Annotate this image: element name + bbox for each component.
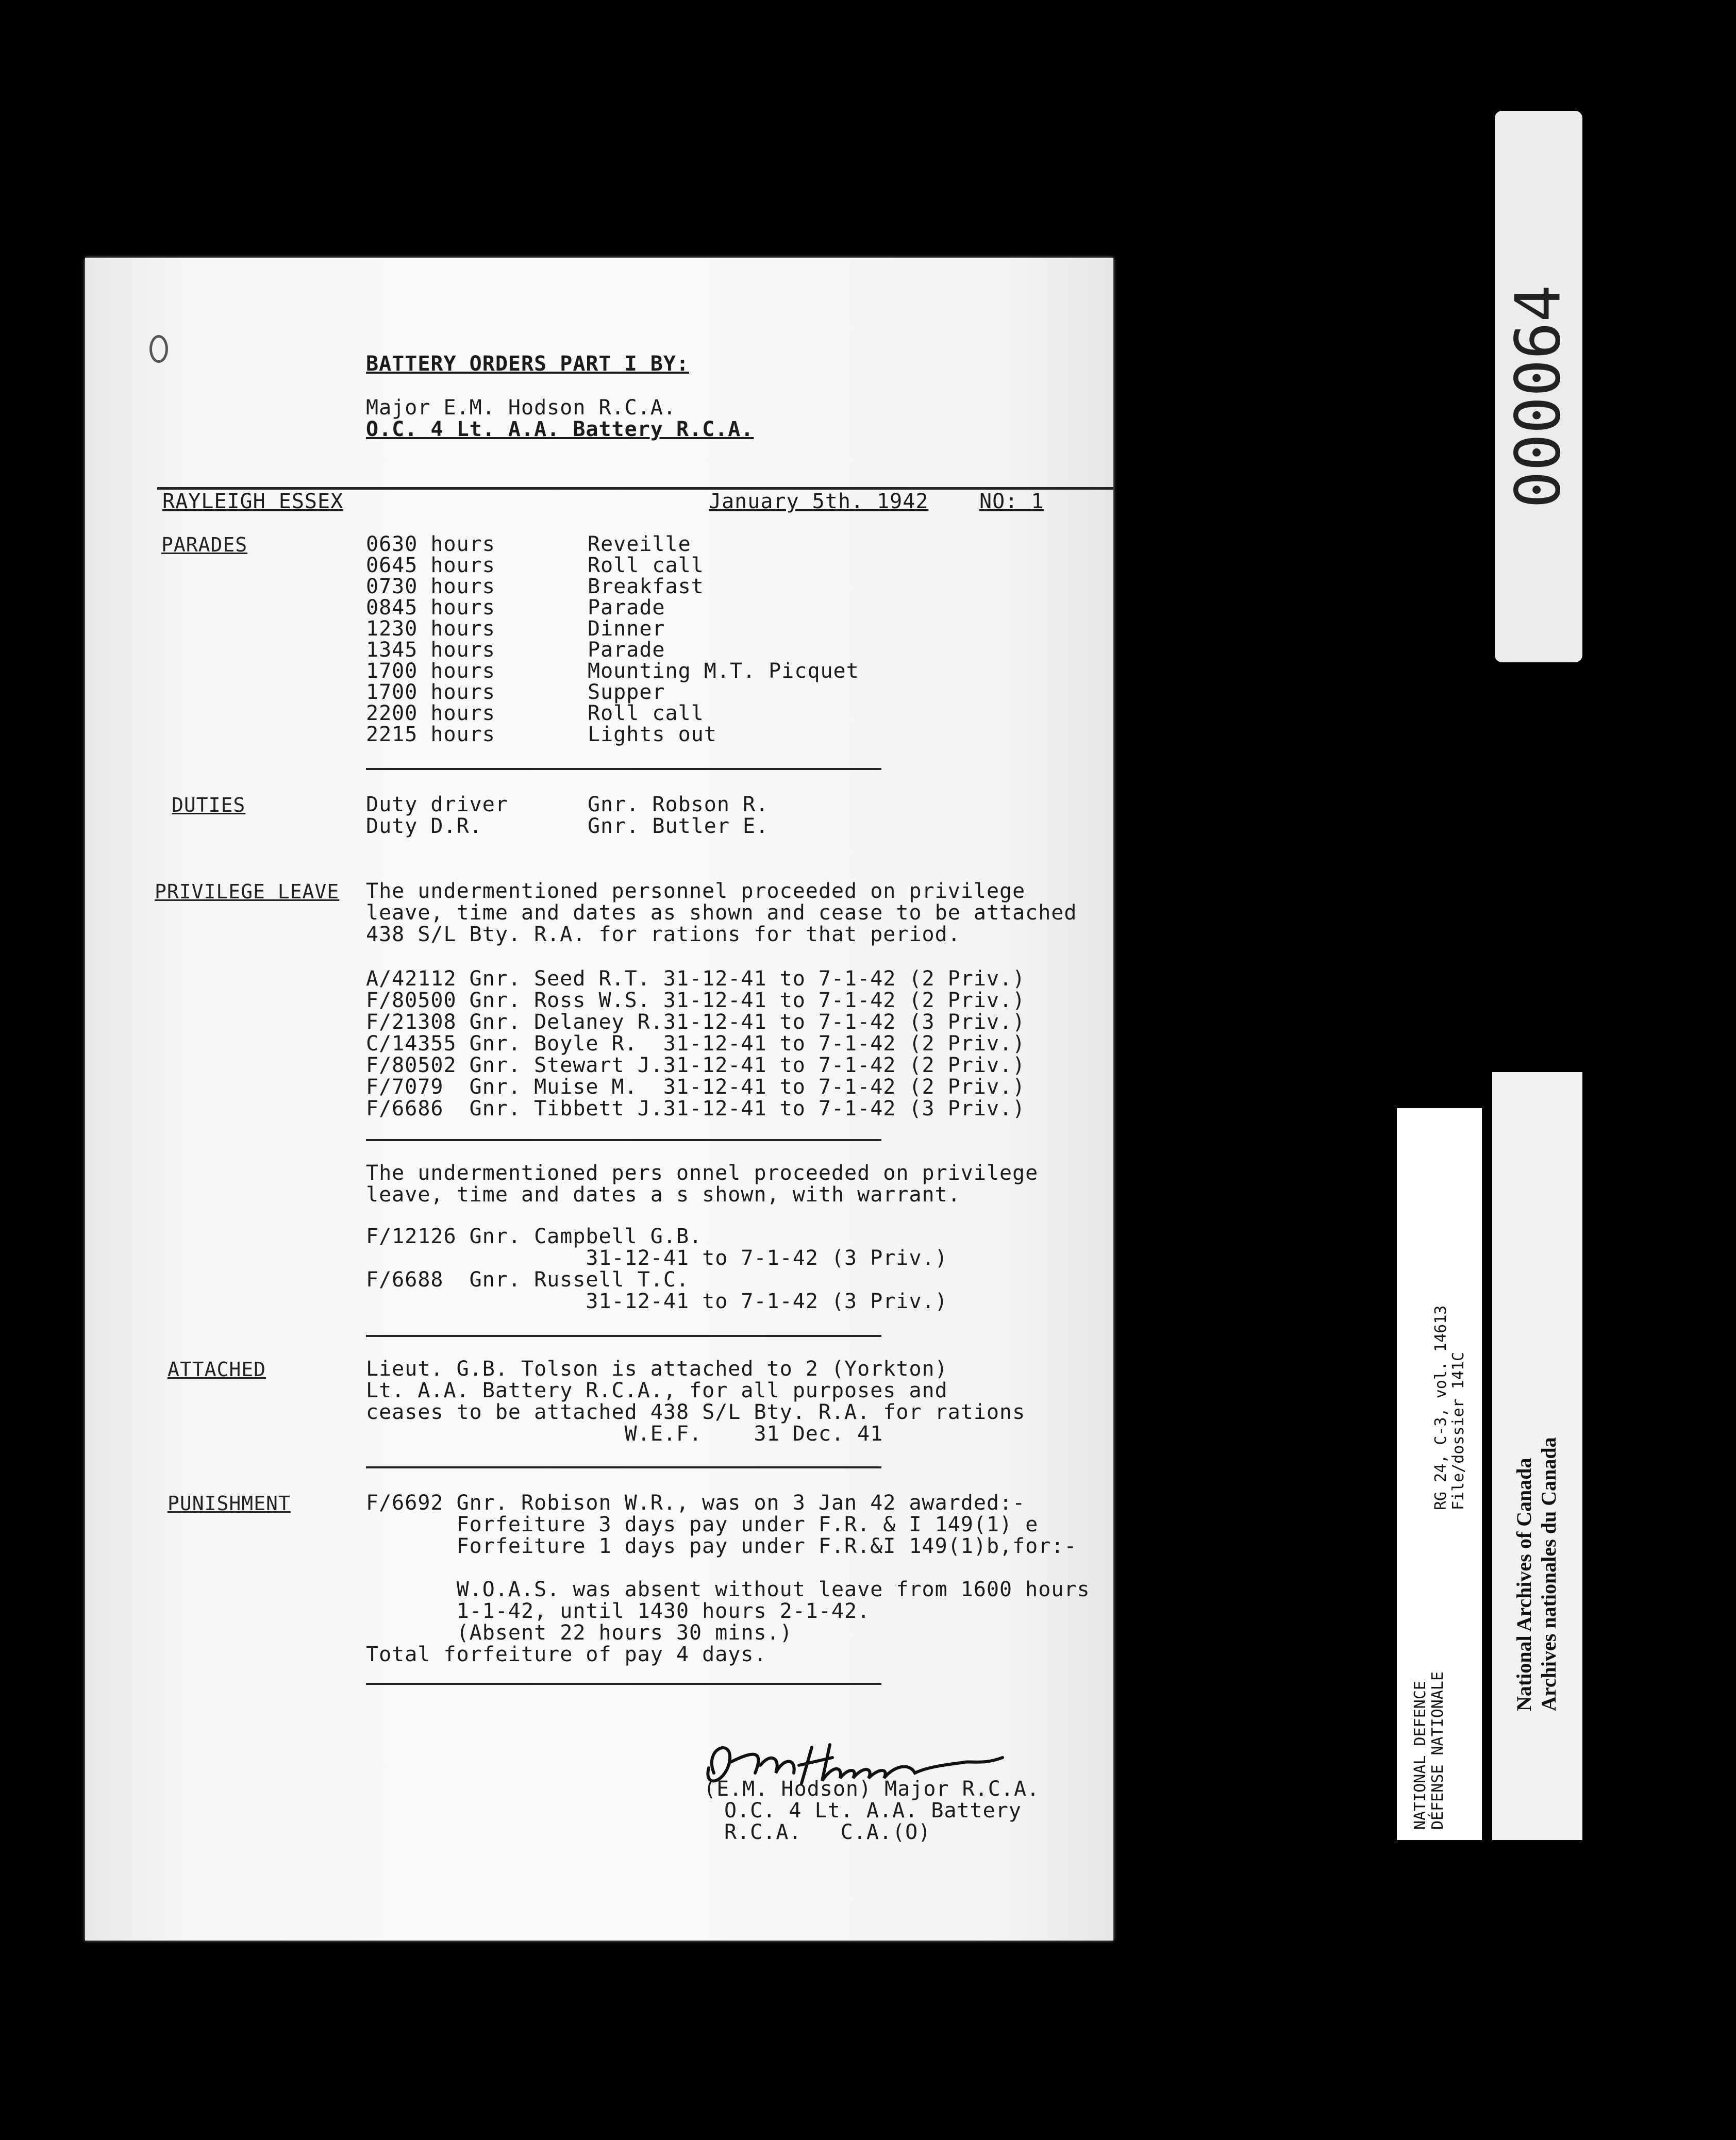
archive-name-fr: Archives nationales du Canada bbox=[1537, 1437, 1560, 1711]
parade-event: Roll call bbox=[588, 701, 704, 725]
archive-name-label bbox=[1492, 1072, 1582, 1840]
signature-line-2: O.C. 4 Lt. A.A. Battery bbox=[724, 1799, 1022, 1823]
attached-heading: ATTACHED bbox=[168, 1358, 266, 1381]
document-page bbox=[85, 258, 1113, 1941]
frame-number: 000064 bbox=[1503, 285, 1575, 509]
parade-event: Parade bbox=[588, 638, 665, 662]
punishment-line: W.O.A.S. was absent without leave from 1600 hours bbox=[366, 1578, 1090, 1601]
leave-intro-1-line-2: leave, time and dates as shown and cease to be attached bbox=[366, 901, 1077, 925]
leave-entry: F/6686 Gnr. Tibbett J.31-12-41 to 7-1-42 (3 Priv.) bbox=[366, 1097, 1026, 1121]
attached-line-2: Lt. A.A. Battery R.C.A., for all purposes and bbox=[366, 1379, 948, 1402]
divider bbox=[366, 1683, 881, 1685]
parade-time: 2215 hours bbox=[366, 723, 495, 746]
leave-warrant-entry: F/6688 Gnr. Russell T.C. bbox=[366, 1268, 690, 1292]
parade-event: Mounting M.T. Picquet bbox=[588, 659, 859, 683]
parade-event: Roll call bbox=[588, 554, 704, 577]
divider bbox=[366, 1466, 881, 1468]
archive-reference-label bbox=[1397, 1108, 1482, 1840]
order-date: January 5th. 1942 bbox=[709, 490, 929, 513]
leave-warrant-entry: F/12126 Gnr. Campbell G.B. bbox=[366, 1225, 703, 1248]
attached-line-3: ceases to be attached 438 S/L Bty. R.A. for rations bbox=[366, 1400, 1026, 1424]
parade-time: 1700 hours bbox=[366, 680, 495, 704]
leave-intro-1-line-3: 438 S/L Bty. R.A. for rations for that period. bbox=[366, 923, 961, 946]
punishment-line: Forfeiture 3 days pay under F.R. & I 149(1) e bbox=[366, 1513, 1039, 1536]
parade-event: Parade bbox=[588, 596, 665, 620]
leave-entry: A/42112 Gnr. Seed R.T. 31-12-41 to 7-1-42 (2 Priv.) bbox=[366, 967, 1026, 991]
punishment-line: (Absent 22 hours 30 mins.) bbox=[366, 1621, 793, 1645]
leave-intro-2-line-2: leave, time and dates a s shown, with warrant. bbox=[366, 1183, 961, 1207]
duty-name-2: Gnr. Butler E. bbox=[588, 814, 769, 838]
parades-heading: PARADES bbox=[161, 533, 248, 556]
parade-time: 0630 hours bbox=[366, 532, 495, 556]
dept-en: NATIONAL DEFENCE bbox=[1411, 1681, 1429, 1830]
duties-heading: DUTIES bbox=[172, 794, 246, 816]
officer-line-1: Major E.M. Hodson R.C.A. bbox=[366, 396, 676, 420]
attached-line-4: W.E.F. 31 Dec. 41 bbox=[366, 1422, 883, 1446]
frame-number-stamp bbox=[1495, 111, 1582, 662]
parade-event: Supper bbox=[588, 680, 665, 704]
leave-warrant-dates: 31-12-41 to 7-1-42 (3 Priv.) bbox=[366, 1246, 948, 1270]
parade-time: 1345 hours bbox=[366, 638, 495, 662]
parade-time: 1230 hours bbox=[366, 617, 495, 641]
divider bbox=[366, 1139, 881, 1141]
punishment-line: Forfeiture 1 days pay under F.R.&I 149(1)b,for:- bbox=[366, 1534, 1077, 1558]
leave-warrant-dates: 31-12-41 to 7-1-42 (3 Priv.) bbox=[366, 1290, 948, 1313]
dept-fr: DÉFENSE NATIONALE bbox=[1429, 1671, 1447, 1830]
parade-time: 0645 hours bbox=[366, 554, 495, 577]
leave-entry: F/80502 Gnr. Stewart J.31-12-41 to 7-1-42 (2 Priv.) bbox=[366, 1054, 1026, 1077]
punishment-line: 1-1-42, until 1430 hours 2-1-42. bbox=[366, 1599, 871, 1623]
parade-event: Breakfast bbox=[588, 575, 704, 598]
leave-intro-1-line-1: The undermentioned personnel proceeded on privilege bbox=[366, 879, 1026, 903]
parade-time: 0730 hours bbox=[366, 575, 495, 598]
parade-event: Dinner bbox=[588, 617, 665, 641]
leave-intro-2-line-1: The undermentioned pers onnel proceeded on privilege bbox=[366, 1161, 1039, 1185]
duty-role-2: Duty D.R. bbox=[366, 814, 482, 838]
place-heading: RAYLEIGH ESSEX bbox=[162, 490, 344, 513]
order-number: NO: 1 bbox=[979, 490, 1044, 513]
leave-entry: C/14355 Gnr. Boyle R. 31-12-41 to 7-1-42 (2 Priv.) bbox=[366, 1032, 1026, 1056]
punch-hole bbox=[149, 335, 168, 363]
signature-line-3: R.C.A. C.A.(O) bbox=[724, 1820, 931, 1844]
punishment-heading: PUNISHMENT bbox=[168, 1492, 291, 1515]
ref-file: File/dossier 141C bbox=[1449, 1351, 1467, 1510]
duty-role-1: Duty driver bbox=[366, 793, 508, 816]
leave-entry: F/80500 Gnr. Ross W.S. 31-12-41 to 7-1-42 (2 Priv.) bbox=[366, 989, 1026, 1012]
duty-name-1: Gnr. Robson R. bbox=[588, 793, 769, 816]
parade-event: Reveille bbox=[588, 532, 691, 556]
punishment-total: Total forfeiture of pay 4 days. bbox=[366, 1643, 767, 1666]
ref-volume: RG 24, C-3, vol. 14613 bbox=[1432, 1305, 1450, 1510]
punishment-line: F/6692 Gnr. Robison W.R., was on 3 Jan 42 awarded:- bbox=[366, 1491, 1026, 1515]
officer-line-2: O.C. 4 Lt. A.A. Battery R.C.A. bbox=[366, 417, 754, 441]
signature-line-1: (E.M. Hodson) Major R.C.A. bbox=[704, 1777, 1040, 1801]
parade-event: Lights out bbox=[588, 723, 717, 746]
order-title: BATTERY ORDERS PART I BY: bbox=[366, 352, 690, 376]
privilege-leave-heading: PRIVILEGE LEAVE bbox=[155, 880, 340, 903]
divider bbox=[366, 768, 881, 770]
attached-line-1: Lieut. G.B. Tolson is attached to 2 (Yorkton) bbox=[366, 1357, 948, 1381]
parade-time: 0845 hours bbox=[366, 596, 495, 620]
divider bbox=[366, 1335, 881, 1337]
parade-time: 1700 hours bbox=[366, 659, 495, 683]
leave-entry: F/7079 Gnr. Muise M. 31-12-41 to 7-1-42 (2 Priv.) bbox=[366, 1075, 1026, 1099]
leave-entry: F/21308 Gnr. Delaney R.31-12-41 to 7-1-42 (3 Priv.) bbox=[366, 1010, 1026, 1034]
parade-time: 2200 hours bbox=[366, 701, 495, 725]
archive-name-en: National Archives of Canada bbox=[1512, 1458, 1535, 1711]
